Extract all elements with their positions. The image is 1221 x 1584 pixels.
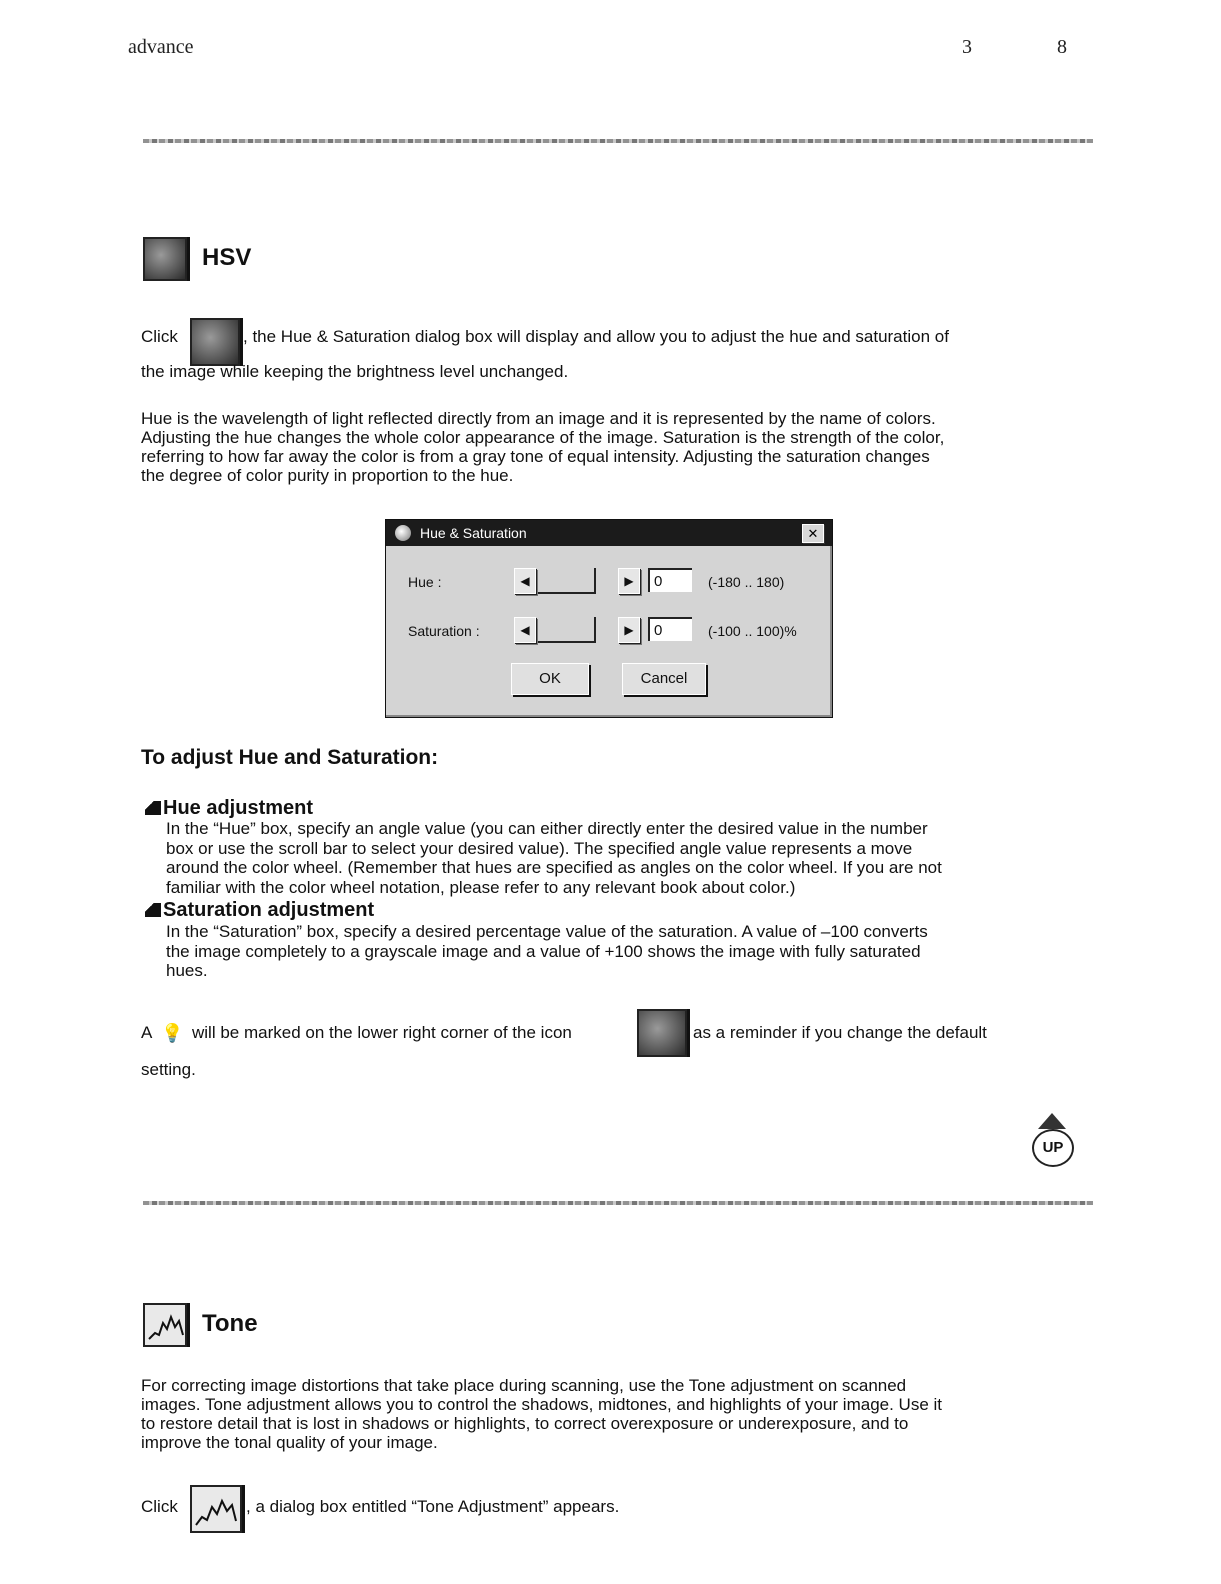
header-page-part-a: 3: [962, 36, 972, 58]
hsv-click-text: , the Hue & Saturation dialog box will display and allow you to adjust the hue and saturation of: [243, 327, 949, 346]
reminder-text-2: as a reminder if you change the default: [693, 1023, 987, 1042]
hsv-icon: [143, 237, 187, 281]
hue-adjustment-line: around the color wheel. (Remember that hues are specified as angles on the color wheel. If you are not: [166, 858, 942, 877]
dialog-close-button[interactable]: ✕: [802, 524, 824, 543]
tone-para-line: images. Tone adjustment allows you to control the shadows, midtones, and highlights of your image. Use it: [141, 1395, 943, 1414]
tone-click-text: , a dialog box entitled “Tone Adjustment” appears.: [246, 1497, 620, 1516]
saturation-scroll-right-button[interactable]: ▶: [618, 617, 640, 643]
hue-scroll-track[interactable]: [538, 568, 596, 594]
reminder-text-1: will be marked on the lower right corner of the icon: [192, 1023, 572, 1042]
saturation-input[interactable]: 0: [648, 617, 692, 641]
cancel-button[interactable]: Cancel: [622, 663, 706, 695]
dialog-app-icon: [395, 525, 411, 541]
hue-adjustment-title: [145, 797, 313, 820]
dialog-titlebar: [386, 520, 832, 546]
hsv-paragraph: [141, 409, 944, 485]
tone-icon: [143, 1303, 187, 1347]
hsv-para-line: the degree of color purity in proportion to the hue.: [141, 466, 514, 485]
up-arrow-icon: [1038, 1113, 1066, 1129]
saturation-adjustment-line: the image completely to a grayscale image and a value of +100 shows the image with fully saturated: [166, 941, 921, 961]
hue-scroll-right-button[interactable]: ▶: [618, 568, 640, 594]
saturation-adjustment-body: [166, 922, 928, 981]
tone-para-line: to restore detail that is lost in shadows or highlights, to correct overexposure or underexposure, and to: [141, 1414, 909, 1433]
tone-click-word: Click: [141, 1497, 178, 1516]
hue-scroll-left-button[interactable]: ◀: [514, 568, 536, 594]
saturation-adjustment-title: [145, 899, 374, 922]
saturation-adjustment-title-text: Saturation adjustment: [163, 899, 375, 921]
bullet-icon: [145, 903, 161, 917]
hsv-marked-icon: [637, 1009, 687, 1057]
hsv-para-line: Hue is the wavelength of light reflected directly from an image and it is represented by the name of colors.: [141, 409, 936, 428]
header-page-part-b: 8: [1057, 36, 1067, 58]
tone-inline-icon: [190, 1485, 242, 1533]
hsv-para-line: Adjusting the hue changes the whole color appearance of the image. Saturation is the strength of the color,: [141, 428, 945, 447]
hsv-click-word: Click: [141, 327, 178, 346]
reminder-a: A: [141, 1023, 153, 1042]
divider-bottom: [143, 1201, 1093, 1205]
adjust-heading: To adjust Hue and Saturation:: [141, 746, 439, 769]
divider-top: [143, 139, 1093, 143]
hue-adjustment-line: box or use the scroll bar to select your desired value). The specified angle value represents a move: [166, 838, 913, 858]
hue-adjustment-body: [166, 819, 942, 897]
hue-input[interactable]: 0: [648, 568, 692, 592]
saturation-adjustment-line: In the “Saturation” box, specify a desired percentage value of the saturation. A value of –100 converts: [166, 922, 928, 941]
bullet-icon: [145, 801, 161, 815]
tone-paragraph: [141, 1376, 942, 1452]
hsv-title: HSV: [202, 244, 252, 271]
tone-para-line: improve the tonal quality of your image.: [141, 1433, 438, 1452]
dialog-title: Hue & Saturation: [420, 525, 527, 541]
hsv-inline-icon: [190, 318, 240, 366]
header-section-label: advance: [128, 36, 194, 58]
hue-adjustment-line: familiar with the color wheel notation, please refer to any relevant book about color.): [166, 877, 796, 897]
saturation-range: (-100 .. 100)%: [708, 623, 797, 639]
hue-saturation-dialog: [385, 519, 833, 718]
up-button[interactable]: [1026, 1113, 1078, 1169]
saturation-adjustment-line: hues.: [166, 961, 208, 980]
tone-title: Tone: [202, 1310, 258, 1337]
ok-button[interactable]: OK: [511, 663, 589, 695]
hsv-click-text-cont: the image while keeping the brightness level unchanged.: [141, 362, 569, 381]
saturation-label: Saturation :: [408, 623, 480, 639]
lightbulb-icon: 💡: [161, 1023, 184, 1043]
saturation-scroll-track[interactable]: [538, 617, 596, 643]
hue-adjustment-title-text: Hue adjustment: [163, 797, 314, 819]
hue-range: (-180 .. 180): [708, 574, 785, 590]
saturation-scroll-left-button[interactable]: ◀: [514, 617, 536, 643]
up-label: UP: [1032, 1129, 1074, 1167]
hsv-para-line: referring to how far away the color is from a gray tone of equal intensity. Adjusting the saturation changes: [141, 447, 930, 466]
hue-label: Hue :: [408, 574, 442, 590]
reminder-text-3: setting.: [141, 1060, 196, 1079]
hue-adjustment-line: In the “Hue” box, specify an angle value (you can either directly enter the desired value in the number: [166, 819, 928, 838]
tone-para-line: For correcting image distortions that take place during scanning, use the Tone adjustment on scanned: [141, 1376, 907, 1395]
